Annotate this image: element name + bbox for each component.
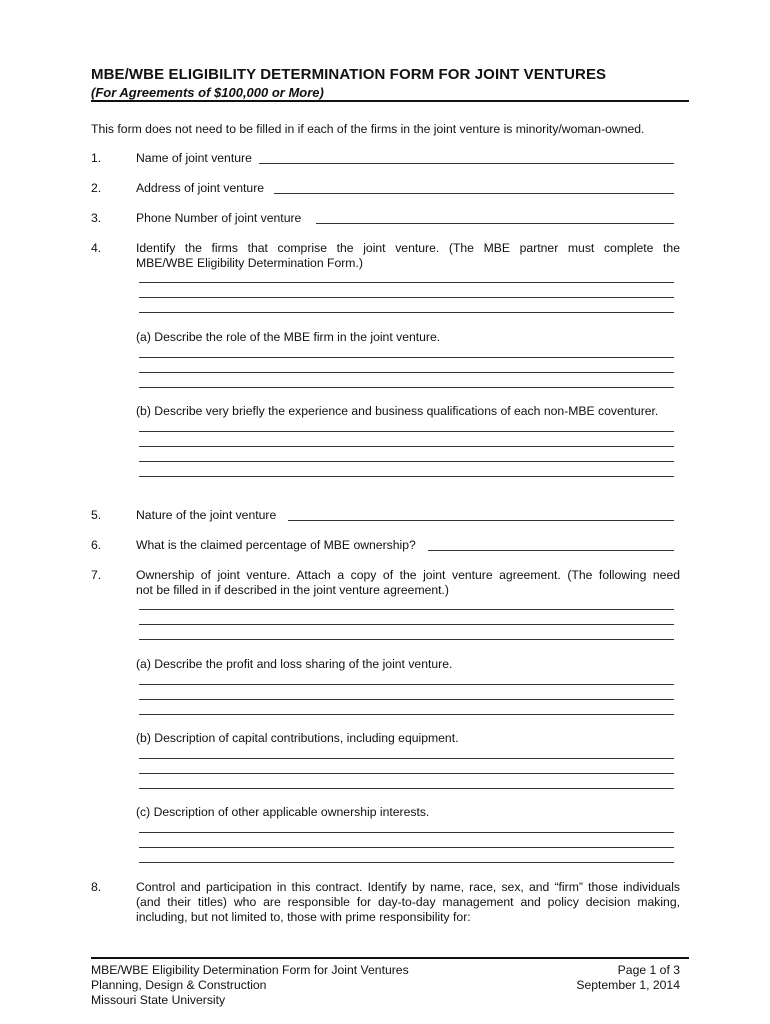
mbe-ownership-percentage-field[interactable] [428,550,674,551]
item-7b-answer-line[interactable] [139,773,674,774]
item-5-label: Nature of the joint venture [136,508,277,522]
joint-venture-nature-field[interactable] [288,520,674,521]
item-7a-answer-line[interactable] [139,699,674,700]
footer-divider [91,957,689,959]
item-3-number: 3. [91,211,102,225]
item-4-answer-line[interactable] [139,297,674,298]
item-4a-answer-line[interactable] [139,372,674,373]
footer-form-name: MBE/WBE Eligibility Determination Form for Joint Ventures [91,963,409,977]
item-1-number: 1. [91,151,102,165]
item-7-answer-line[interactable] [139,624,674,625]
item-7c-answer-line[interactable] [139,847,674,848]
item-4b-answer-line[interactable] [139,446,674,447]
item-6-number: 6. [91,538,102,552]
item-4-text-line1: Identify the firms that comprise the joint venture. (The MBE partner must complete the [136,241,680,255]
item-7c-label: (c) Description of other applicable ownership interests. [136,805,430,819]
item-8-text-line2: (and their titles) who are responsible for day-to-day management and policy decision making, [136,895,680,909]
item-7b-answer-line[interactable] [139,758,674,759]
item-4b-answer-line[interactable] [139,431,674,432]
item-7-answer-line[interactable] [139,609,674,610]
item-7b-answer-line[interactable] [139,788,674,789]
item-4a-label: (a) Describe the role of the MBE firm in the joint venture. [136,330,441,344]
joint-venture-phone-field[interactable] [316,223,674,224]
item-2-number: 2. [91,181,102,195]
item-8-text-line3: including, but not limited to, those with prime responsibility for: [136,910,471,924]
item-6-label: What is the claimed percentage of MBE ownership? [136,538,416,552]
item-4-text-line2: MBE/WBE Eligibility Determination Form.) [136,256,363,270]
item-7-number: 7. [91,568,102,582]
item-4b-answer-line[interactable] [139,476,674,477]
footer-page-number: Page 1 of 3 [617,963,680,977]
item-4a-answer-line[interactable] [139,357,674,358]
item-4-answer-line[interactable] [139,282,674,283]
item-4-answer-line[interactable] [139,312,674,313]
item-7-answer-line[interactable] [139,639,674,640]
item-2-label: Address of joint venture [136,181,265,195]
form-subtitle: (For Agreements of $100,000 or More) [91,85,324,100]
item-7c-answer-line[interactable] [139,862,674,863]
item-8-number: 8. [91,880,102,894]
item-7a-answer-line[interactable] [139,684,674,685]
item-8-text-line1: Control and participation in this contract. Identify by name, race, sex, and “firm” those individuals [136,880,680,894]
intro-text: This form does not need to be filled in if each of the firms in the joint venture is minority/woman-owned. [91,122,645,136]
item-7-text-line1: Ownership of joint venture. Attach a copy of the joint venture agreement. (The following need [136,568,680,582]
item-4-number: 4. [91,241,102,255]
item-1-label: Name of joint venture [136,151,252,165]
footer-date: September 1, 2014 [576,978,680,992]
item-5-number: 5. [91,508,102,522]
title-divider [91,100,689,102]
item-4b-answer-line[interactable] [139,461,674,462]
item-7a-label: (a) Describe the profit and loss sharing of the joint venture. [136,657,453,671]
item-7b-label: (b) Description of capital contributions, including equipment. [136,731,459,745]
footer-department: Planning, Design & Construction [91,978,267,992]
item-4b-label: (b) Describe very briefly the experience and business qualifications of each non-MBE coventurer. [136,404,659,418]
form-title: MBE/WBE ELIGIBILITY DETERMINATION FORM FOR JOINT VENTURES [91,66,607,83]
item-7c-answer-line[interactable] [139,832,674,833]
item-7-text-line2: not be filled in if described in the joint venture agreement.) [136,583,449,597]
item-4a-answer-line[interactable] [139,387,674,388]
joint-venture-address-field[interactable] [274,193,674,194]
joint-venture-name-field[interactable] [259,163,674,164]
item-3-label: Phone Number of joint venture [136,211,302,225]
footer-university: Missouri State University [91,993,226,1007]
item-7a-answer-line[interactable] [139,714,674,715]
